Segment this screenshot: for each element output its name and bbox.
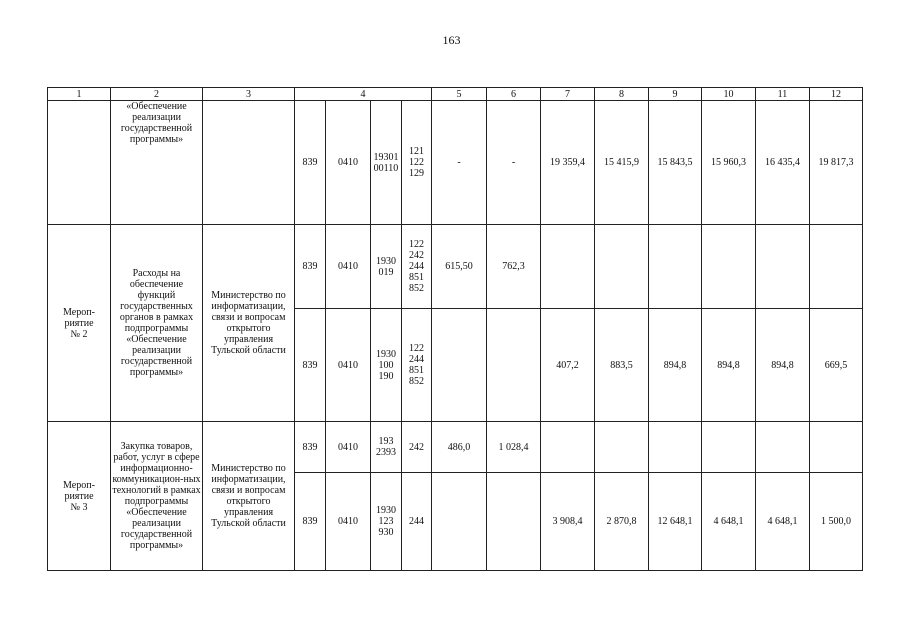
cell-c6 [487,309,541,422]
cell-vr: 244 [402,473,432,571]
cell-name: «Обеспечение реализации государственной программы» [111,101,203,225]
cell-c7: 407,2 [541,309,595,422]
cell-c11: 16 435,4 [756,101,810,225]
page-number: 163 [442,33,461,47]
cell-executor: Министерство по информатизации, связи и вопросам открытого управления Тульской области [203,422,295,571]
cell-name: Расходы на обеспечение функций государственных органов в рамках подпрограммы «Обеспечение реализации государственной программы» [111,225,203,422]
cell-c5 [432,473,487,571]
cell-c6: 762,3 [487,225,541,309]
cell-csr: 193 2393 [371,422,402,473]
cell-vr: 121 122 129 [402,101,432,225]
cell-c9 [649,422,702,473]
cell-executor: Министерство по информатизации, связи и вопросам открытого управления Тульской области [203,225,295,422]
header-cell: 10 [702,88,756,101]
cell-c10: 15 960,3 [702,101,756,225]
header-cell: 4 [295,88,432,101]
cell-c12 [810,422,863,473]
header-cell: 8 [595,88,649,101]
cell-c12: 1 500,0 [810,473,863,571]
header-cell: 5 [432,88,487,101]
cell-c5: 486,0 [432,422,487,473]
cell-gr: 839 [295,101,326,225]
cell-vr: 122 244 851 852 [402,309,432,422]
budget-table [47,87,863,571]
cell-c10: 4 648,1 [702,473,756,571]
cell-c9 [649,225,702,309]
cell-executor [203,101,295,225]
cell-c11 [756,225,810,309]
cell-c5: - [432,101,487,225]
cell-c10: 894,8 [702,309,756,422]
cell-rz: 0410 [326,422,371,473]
cell-csr: 1930 123 930 [371,473,402,571]
table-row [48,225,863,309]
cell-c12: 19 817,3 [810,101,863,225]
cell-gr: 839 [295,309,326,422]
cell-c9: 894,8 [649,309,702,422]
cell-gr: 839 [295,225,326,309]
cell-gr: 839 [295,473,326,571]
cell-rz: 0410 [326,101,371,225]
header-cell: 7 [541,88,595,101]
table-row [48,422,863,473]
cell-c5: 615,50 [432,225,487,309]
cell-c11 [756,422,810,473]
cell-vr: 122 242 244 851 852 [402,225,432,309]
header-cell: 9 [649,88,702,101]
header-cell: 1 [48,88,111,101]
cell-c10 [702,422,756,473]
cell-gr: 839 [295,422,326,473]
cell-c11: 894,8 [756,309,810,422]
cell-csr: 1930 100 190 [371,309,402,422]
header-cell: 12 [810,88,863,101]
table-row [48,101,863,225]
cell-rz: 0410 [326,473,371,571]
cell-c12: 669,5 [810,309,863,422]
cell-rz: 0410 [326,309,371,422]
cell-vr: 242 [402,422,432,473]
cell-c5 [432,309,487,422]
cell-c8 [595,225,649,309]
cell-c8: 883,5 [595,309,649,422]
header-cell: 11 [756,88,810,101]
cell-c8: 15 415,9 [595,101,649,225]
cell-label: Мероп- риятие № 3 [48,422,111,571]
cell-c8: 2 870,8 [595,473,649,571]
cell-csr: 1930 019 [371,225,402,309]
cell-label [48,101,111,225]
cell-c7 [541,422,595,473]
cell-c6: - [487,101,541,225]
cell-rz: 0410 [326,225,371,309]
cell-c7: 3 908,4 [541,473,595,571]
cell-label: Мероп- риятие № 2 [48,225,111,422]
cell-c10 [702,225,756,309]
cell-c9: 15 843,5 [649,101,702,225]
header-row [48,88,863,101]
cell-c11: 4 648,1 [756,473,810,571]
cell-c8 [595,422,649,473]
cell-c6: 1 028,4 [487,422,541,473]
cell-c9: 12 648,1 [649,473,702,571]
cell-c12 [810,225,863,309]
cell-csr: 19301 00110 [371,101,402,225]
cell-name: Закупка товаров, работ, услуг в сфере информационно-коммуникацион-ных технологий в рамках подпрограммы «Обеспечение реализации государственной программы» [111,422,203,571]
cell-c7 [541,225,595,309]
header-cell: 3 [203,88,295,101]
header-cell: 2 [111,88,203,101]
header-cell: 6 [487,88,541,101]
cell-c6 [487,473,541,571]
cell-c7: 19 359,4 [541,101,595,225]
